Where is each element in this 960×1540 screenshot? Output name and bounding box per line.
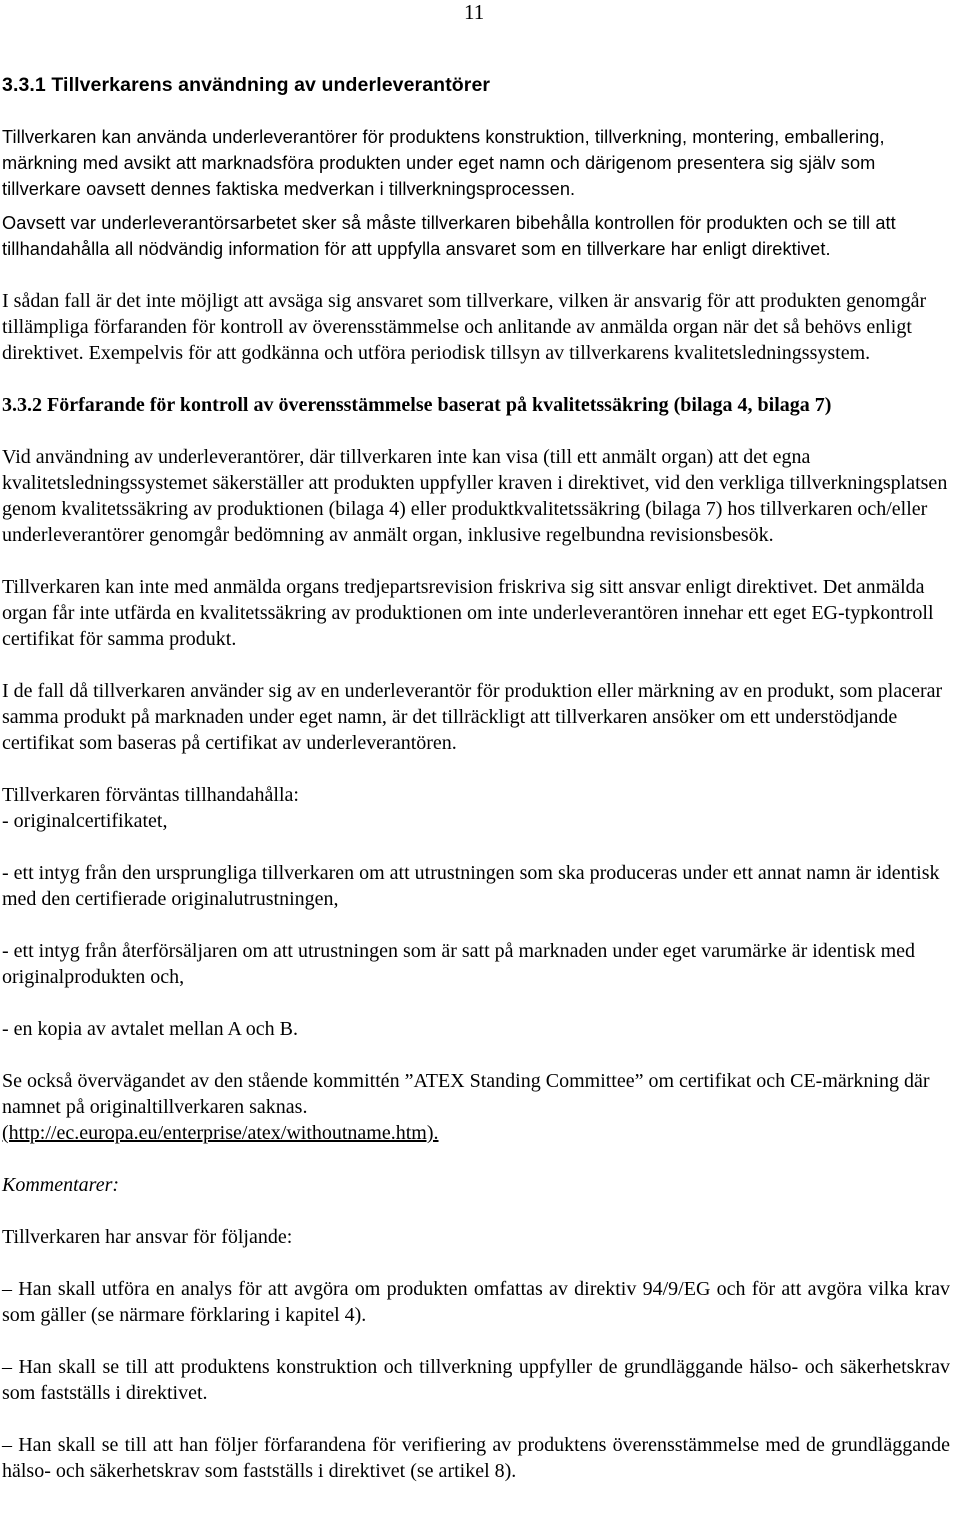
responsibility-item: – Han skall utföra en analys för att avgöra om produkten omfattas av direktiv 94/9/EG och för att avgöra vilka krav som gäller (se närmare förklaring i kapitel 4).: [2, 1278, 950, 1326]
paragraph-control-retention: Oavsett var underleverantörsarbetet sker så måste tillverkaren bibehålla kontrollen för produkten och se till att tillhandahålla all nödvändig information för att uppfylla ansvaret som en tillverkare har enligt direktivet.: [2, 213, 896, 259]
paragraph-quality-assurance: Vid användning av underleverantörer, där tillverkaren inte kan visa (till ett anmält organ) att det egna kvalitetsledningssystemet säkerställer att produkten uppfyller kraven i direktivet, vid den verkliga tillverkningsplatsen genom kvalitetssäkring av produktionen (bilaga 4) eller produktkvalitetssäkring (bilaga 7) hos tillverkaren och/eller underleverantörer genomgår bedömning av anmält organ, inklusive regelbundna revisionsbesök.: [2, 446, 948, 546]
paragraph-third-party-audit: Tillverkaren kan inte med anmälda organs tredjepartsrevision friskriva sig sitt ansvar enligt direktivet. Det anmälda organ får inte utfärda en kvalitetssäkring av produktionen om inte underleverantören innehar ett eget EG-typkontroll certifikat för samma produkt.: [2, 576, 934, 650]
see-also-paragraph: [2, 1068, 950, 1146]
atex-link[interactable]: (http://ec.europa.eu/enterprise/atex/withoutname.htm).: [2, 1122, 439, 1144]
expected-item: - originalcertifikatet,: [2, 810, 168, 832]
expected-item: - en kopia av avtalet mellan A och B.: [2, 1018, 299, 1040]
page-number: 11: [464, 0, 485, 24]
page-content: [2, 72, 950, 1484]
comments-label: Kommentarer:: [2, 1174, 120, 1196]
section-heading-3-3-1: 3.3.1 Tillverkarens användning av underleverantörer: [2, 74, 491, 96]
paragraph-subcontractor-use: Tillverkaren kan använda underleverantörer för produktens konstruktion, tillverkning, montering, emballering, märkning med avsikt att marknadsföra produkten under eget namn och därigenom presentera sig själv som tillverkare oavsett dennes faktiska medverkan i tillverkningsprocessen.: [2, 127, 885, 199]
see-also-text: Se också övervägandet av den stående kommittén ”ATEX Standing Committee” om certifikat och CE-märkning där namnet på originaltillverkaren saknas.: [2, 1070, 930, 1118]
responsibilities-intro: Tillverkaren har ansvar för följande:: [2, 1226, 293, 1248]
paragraph-responsibility: I sådan fall är det inte möjligt att avsäga sig ansvaret som tillverkare, vilken är ansvarig för att produkten genomgår tillämpliga förfaranden för kontroll av överensstämmelse och anlitande av anmälda organ när det så behövs enligt direktivet. Exempelvis för att godkänna och utföra periodisk tillsyn av tillverkarens kvalitetsledningssystem.: [2, 290, 927, 364]
responsibility-item: – Han skall se till att han följer förfarandena för verifiering av produktens överensstämmelse med de grundläggande hälso- och säkerhetskrav som fastställs i direktivet (se artikel 8).: [2, 1434, 950, 1482]
expected-item: - ett intyg från den ursprungliga tillverkaren om att utrustningen som ska produceras under ett annat namn är identisk med den certifierade originalutrustningen,: [2, 862, 940, 910]
expected-intro: Tillverkaren förväntas tillhandahålla:: [2, 784, 299, 806]
section-heading-3-3-2: 3.3.2 Förfarande för kontroll av överensstämmelse baserat på kvalitetssäkring (bilaga 4, bilaga 7): [2, 394, 832, 416]
paragraph-supporting-certificate: I de fall då tillverkaren använder sig av en underleverantör för produktion eller märkning av en produkt, som placerar samma produkt på marknaden under eget namn, är det tillräckligt att tillverkaren ansöker om ett understödjande certifikat som baseras på certifikat av underleverantören.: [2, 680, 943, 754]
expected-item: - ett intyg från återförsäljaren om att utrustningen som är satt på marknaden under eget varumärke är identisk med originalprodukten och,: [2, 940, 916, 988]
responsibility-item: – Han skall se till att produktens konstruktion och tillverkning uppfyller de grundläggande hälso- och säkerhetskrav som fastställs i direktivet.: [2, 1356, 950, 1404]
